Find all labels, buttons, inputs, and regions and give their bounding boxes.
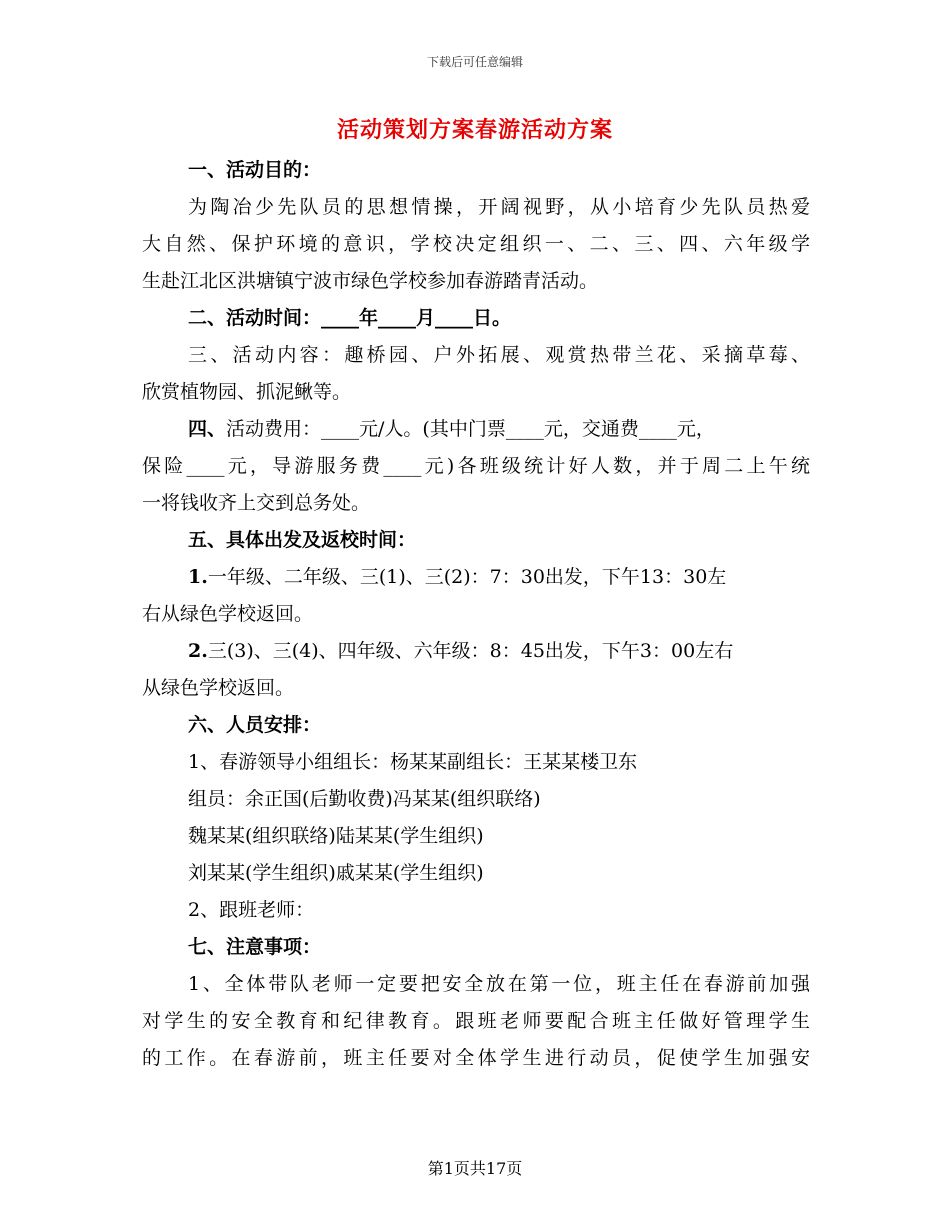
- paragraph-line: 欣赏植物园、抓泥鳅等。: [142, 381, 352, 403]
- paragraph-line: 对学生的安全教育和纪律教育。跟班老师要配合班主任做好管理学生: [142, 1010, 810, 1032]
- paragraph-line: 刘某某(学生组织)戚某某(学生组织): [188, 862, 484, 884]
- list-item: [142, 633, 810, 670]
- section-7-heading: 七、注意事项：: [188, 936, 322, 958]
- paragraph-text: 活动费用：____元/人。(其中门票____元，交通费____元，: [226, 418, 715, 440]
- paragraph-line: 为陶冶少先队员的思想情操，开阔视野，从小培育少先队员热爱: [188, 196, 810, 218]
- paragraph-line: 组员：余正国(后勤收费)冯某某(组织联络): [188, 788, 541, 810]
- section-5-heading: 五、具体出发及返校时间：: [188, 529, 417, 551]
- paragraph-line: 魏某某(组织联络)陆某某(学生组织): [188, 825, 484, 847]
- paragraph-line: 三、活动内容：趣桥园、户外拓展、观赏热带兰花、采摘草莓、: [188, 344, 810, 366]
- list-item-number: 1.: [188, 566, 208, 588]
- document-body: [142, 152, 810, 1077]
- document-title: 活动策划方案春游活动方案: [336, 117, 613, 143]
- paragraph-line: 右从绿色学校返回。: [142, 603, 314, 625]
- list-item-text: 一年级、二年级、三(1)、三(2)：7：30出发，下午13：30左: [207, 566, 727, 588]
- paragraph-line: 1、全体带队老师一定要把安全放在第一位，班主任在春游前加强: [188, 973, 810, 995]
- section-4-label: 四、: [188, 418, 227, 440]
- paragraph-line: 的工作。在春游前，班主任要对全体学生进行动员，促使学生加强安: [142, 1047, 810, 1069]
- paragraph-line: 一将钱收齐上交到总务处。: [142, 492, 371, 514]
- paragraph-line: 从绿色学校返回。: [142, 677, 295, 699]
- list-item-number: 2.: [188, 640, 208, 662]
- paragraph-line: 1、春游领导小组组长：杨某某副组长：王某某楼卫东: [188, 751, 638, 773]
- paragraph-line: 大自然、保护环境的意识，学校决定组织一、二、三、四、六年级学: [142, 233, 810, 255]
- list-item: [142, 559, 810, 596]
- paragraph-line: 保险____元，导游服务费____元)各班级统计好人数，并于周二上午统: [142, 455, 810, 477]
- paragraph-line: 2、跟班老师：: [188, 899, 315, 921]
- list-item-text: 三(3)、三(4)、四年级、六年级：8：45出发，下午3：00左右: [207, 640, 734, 662]
- section-6-heading: 六、人员安排：: [188, 714, 322, 736]
- section-1-heading: 一、活动目的：: [188, 159, 322, 181]
- page-footer: 第1页共17页: [427, 1159, 523, 1178]
- paragraph-line: 生赴江北区洪塘镇宁波市绿色学校参加春游踏青活动。: [142, 270, 599, 292]
- section-4-line: [142, 411, 810, 448]
- header-note: 下载后可任意编辑: [426, 55, 523, 69]
- section-2-heading: 二、活动时间：____年____月____日。: [188, 307, 512, 329]
